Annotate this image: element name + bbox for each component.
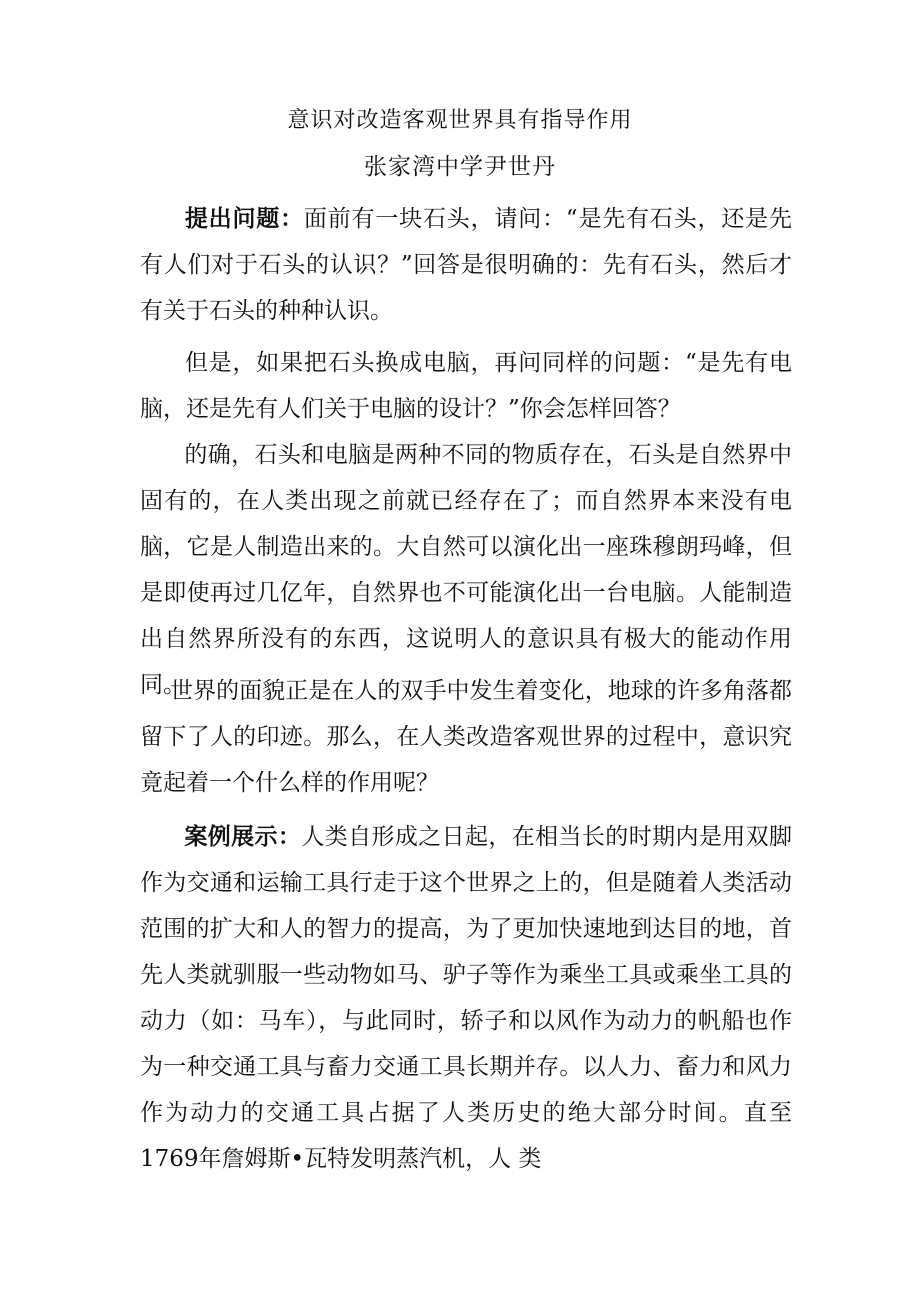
paragraph-question (140, 196, 792, 334)
paragraph-label: 提出问题： (184, 205, 304, 232)
paragraph-text: 但是，如果把石头换成电脑，再问同样的问题：“是先有电脑，还是先有人们关于电脑的设计？”你会怎样回答？ (140, 350, 792, 422)
paragraph-text: 世界的面貌正是在人的双手中发生着变化，地球的许多角落都留下了人的印迹。那么，在人类改造客观世界的过程中，意识究竟起着一个什么样的作用呢？ (140, 678, 792, 796)
paragraph-text: 人类自形成之日起，在相当长的时期内是用双脚作为交通和运输工具行走于这个世界之上的，但是随着人类活动范围的扩大和人的智力的提高，为了更加快速地到达目的地，首先人类就驯服一些动物如马、驴子等作为乘坐工具或乘坐工具的动力（如：马车），与此同时，轿子和以风作为动力的帆船也作为一种交通工具与畜力交通工具长期并存。以人力、畜力和风力作为动力的交通工具占据了人类历史的绝大部分时间。直至1769年詹姆斯•瓦特发明蒸汽机，人 类 (140, 824, 793, 1172)
paragraph-computer (140, 340, 792, 432)
document-author: 张家湾中学尹世丹 (364, 154, 556, 180)
paragraph-text: 的确，石头和电脑是两种不同的物质存在，石头是自然界中固有的，在人类出现之前就已经存在了；而自然界本来没有电脑，它是人制造出来的。大自然可以演化出一座珠穆朗玛峰，但是即使再过几亿年，自然界也不可能演化出一台电脑。人能制造出自然界所没有的东西，这说明人的意识具有极大的能动作用同。 (140, 442, 792, 698)
paragraph-text: 面前有一块石头，请问：“是先有石头，还是先有人们对于石头的认识？”回答是很明确的：先有石头，然后才有关于石头的种种认识。 (140, 206, 792, 324)
paragraph-world-changes (140, 668, 792, 806)
paragraph-stone-vs-computer (140, 432, 792, 708)
document-title: 意识对改造客观世界具有指导作用 (287, 108, 633, 133)
paragraph-label: 案例展示： (184, 823, 302, 850)
paragraph-case (140, 814, 792, 1182)
